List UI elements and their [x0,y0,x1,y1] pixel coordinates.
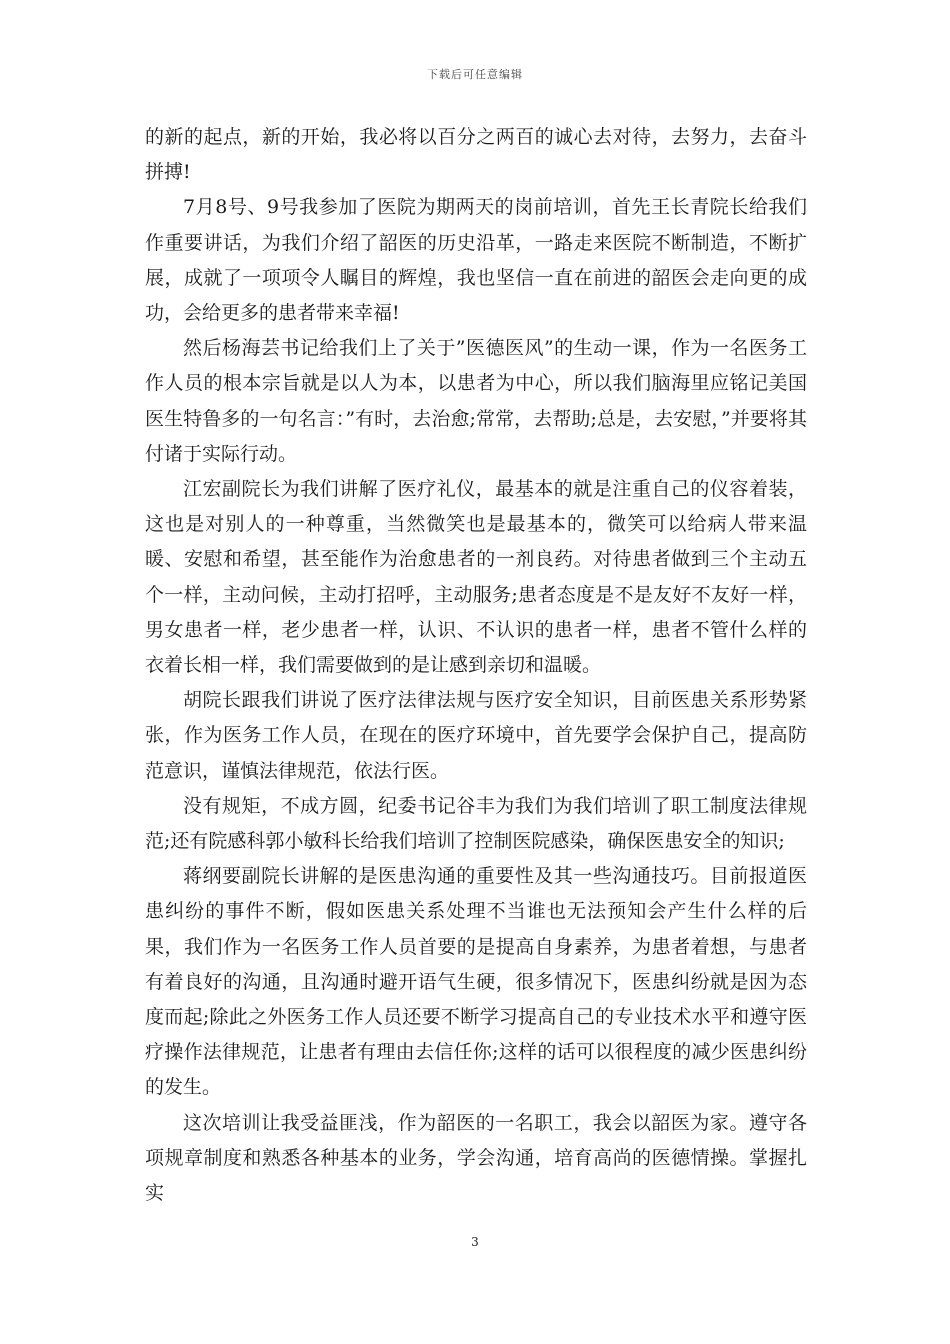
paragraph-rules-infection-control: 没有规矩，不成方圆，纪委书记谷丰为我们为我们培训了职工制度法律规范;还有院感科郭小敏科长给我们培训了控制医院感染，确保医患安全的知识; [145,794,807,853]
document-body [145,120,807,1211]
paragraph-medical-etiquette: 江宏副院长为我们讲解了医疗礼仪，最基本的就是注重自己的仪容着装，这也是对别人的一种尊重，当然微笑也是最基本的，微笑可以给病人带来温暖、安慰和希望，甚至能作为治愈患者的一剂良药。对待患者做到三个主动五个一样，主动问候，主动打招呼，主动服务;患者态度是不是友好不友好一样，男女患者一样，老少患者一样，认识、不认识的患者一样，患者不管什么样的衣着长相一样，我们需要做到的是让感到亲切和温暖。 [145,478,807,677]
paragraph-medical-law: 胡院长跟我们讲说了医疗法律法规与医疗安全知识，目前医患关系形势紧张，作为医务工作人员，在现在的医疗环境中，首先要学会保护自己，提高防范意识，谨慎法律规范，依法行医。 [145,689,807,782]
page-header: 下载后可任意编辑 [427,68,523,81]
paragraph-continuation: 的新的起点，新的开始，我必将以百分之两百的诚心去对待，去努力，去奋斗拼搏! [145,126,807,184]
paragraph-doctor-patient-communication: 蒋纲要副院长讲解的是医患沟通的重要性及其一些沟通技巧。目前报道医患纠纷的事件不断，假如医患关系处理不当谁也无法预知会产生什么样的后果，我们作为一名医务工作人员首要的是提高自身素养，为患者着想，与患者有着良好的沟通，且沟通时避开语气生硬，很多情况下，医患纠纷就是因为态度而起;除此之外医务工作人员还要不断学习提高自己的专业技术水平和遵守医疗操作法律规范，让患者有理由去信任你;这样的话可以很程度的减少医患纠纷的发生。 [145,865,807,1099]
paragraph-conclusion: 这次培训让我受益匪浅，作为韶医的一名职工，我会以韶医为家。遵守各项规章制度和熟悉各种基本的业务，学会沟通，培育高尚的医德情操。掌握扎实 [145,1111,807,1205]
page-number: 3 [471,1235,479,1249]
paragraph-medical-ethics: 然后杨海芸书记给我们上了关于”医德医风”的生动一课，作为一名医务工作人员的根本宗旨就是以人为本，以患者为中心，所以我们脑海里应铭记美国医生特鲁多的一句名言：”有时，去治愈;常常，去帮助;总是，去安慰，”并要将其付诸于实际行动。 [145,337,807,465]
paragraph-orientation-training: 7月8号、9号我参加了医院为期两天的岗前培训，首先王长青院长给我们作重要讲话，为我们介绍了韶医的历史沿革，一路走来医院不断制造，不断扩展，成就了一项项令人瞩目的辉煌，我也坚信一直在前进的韶医会走向更的成功，会给更多的患者带来幸福! [145,196,807,325]
